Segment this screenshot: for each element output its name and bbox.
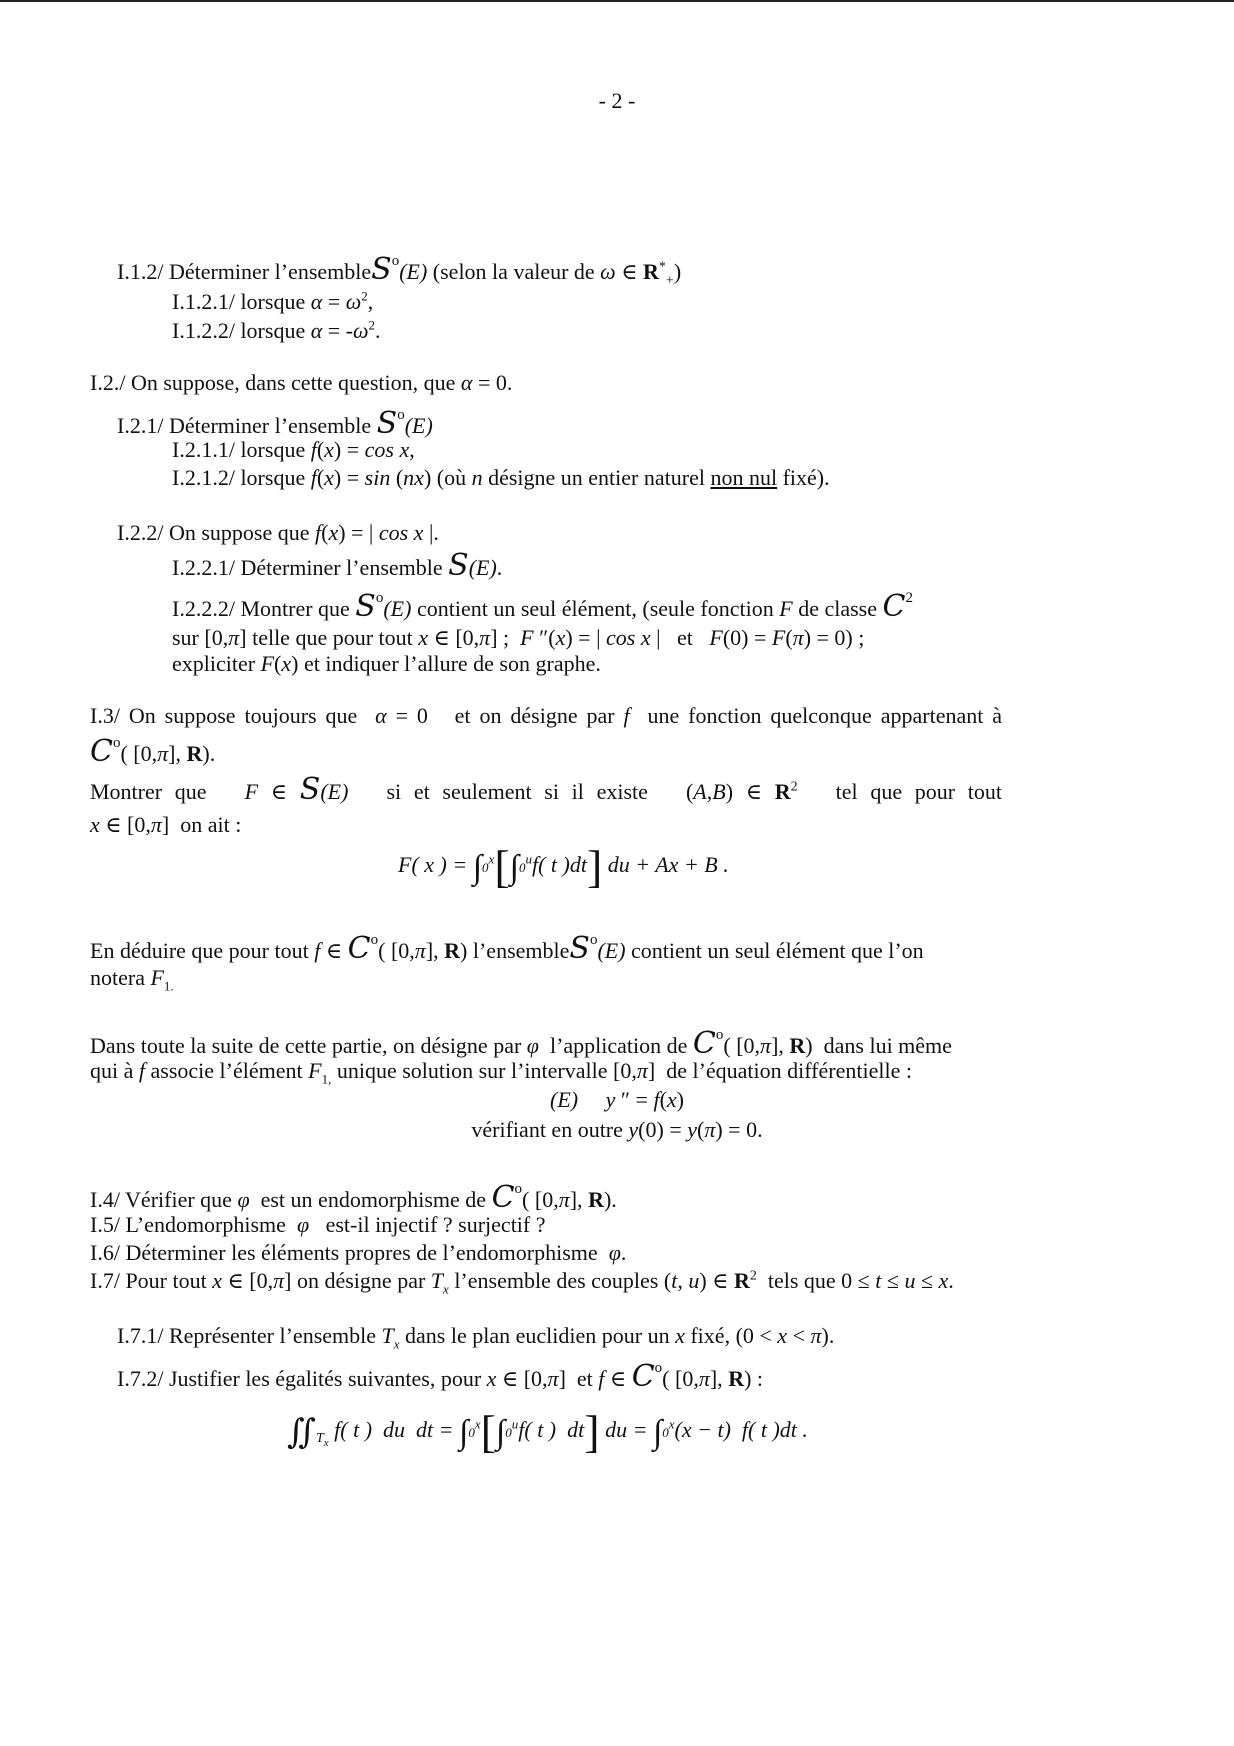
item-I-4: I.4/ Vérifier que φ est un endomorphisme de $C^o$( [0,π], R). (90, 1180, 617, 1215)
page-number: - 2 - (598, 88, 636, 113)
boundary-conditions: vérifiant en outre y(0) = y(π) = 0. (471, 1117, 763, 1142)
item-I-3-deduce: En déduire que pour tout f ∈ $C^o$( [0,π], R) l’ensembleS$^o$(E) contient un seul élément que l’on (90, 931, 924, 966)
item-I-5: I.5/ L’endomorphisme φ est-il injectif ? surjectif ? (90, 1212, 546, 1237)
item-I-3: I.3/ On suppose toujours que α = 0 et on désigne par f une fonction quelconque appartenant à (90, 703, 1003, 728)
item-I-2-1: I.2.1/ Déterminer l’ensemble $S^o(E)$ (117, 406, 433, 441)
top-border (0, 0, 1234, 2)
item-I-2-1-2: I.2.1.2/ lorsque f(x) = sin (nx) (où n désigne un entier naturel non nul fixé). (172, 465, 830, 490)
item-I-2-1-1: I.2.1.1/ lorsque f(x) = cos x, (172, 437, 415, 462)
item-I-2-2-2-line3: expliciter F(x) et indiquer l’allure de son graphe. (172, 651, 601, 676)
phi-definition: Dans toute la suite de cette partie, on désigne par φ l’application de $C^o$( [0,π], R) dans lui même (90, 1026, 952, 1061)
item-I-3-space: $C^o$( [0,π], R). (90, 734, 216, 769)
item-I-1-2-1: I.1.2.1/ lorsque $\alpha = \omega^2$, (172, 288, 374, 314)
item-I-3-deduce-2: notera $F_{1.}$ (90, 965, 174, 994)
item-I-2: I.2./ On suppose, dans cette question, que α = 0. (90, 370, 513, 395)
item-I-3-statement-2: x ∈ [0,π] on ait : (90, 812, 242, 837)
item-I-7-1: I.7.1/ Représenter l’ensemble $T_x$ dans le plan euclidien pour un x fixé, (0 < x < π). (117, 1323, 835, 1352)
item-I-7: I.7/ Pour tout x ∈ [0,π] on désigne par $T_x$ l’ensemble des couples (t, u) ∈ $R^2$ tels que 0 ≤ t ≤ u ≤ x. (90, 1268, 954, 1297)
item-I-7-2: I.7.2/ Justifier les égalités suivantes, pour x ∈ [0,π] et f ∈ $C^o$( [0,π], R) : (117, 1359, 764, 1394)
item-I-2-2: I.2.2/ On suppose que f(x) = | cos x |. (117, 520, 439, 545)
equation-E: (E) y ″ = f(x) (550, 1087, 684, 1112)
item-I-1-2-2: I.1.2.2/ lorsque $\alpha = -\omega^2$. (172, 317, 381, 343)
formula-double-integral: $∬_{T_x}$ f( t ) du dt = $\int 0^x[\int 0^uf$( t ) dt] du = $\int 0^x(x - t)$ f( t )dt . (287, 1406, 808, 1457)
phi-definition-2: qui à f associe l’élément $F_{1,}$ unique solution sur l’intervalle [0,π] de l’équation différentielle : (90, 1058, 912, 1087)
item-I-2-2-1: I.2.2.1/ Déterminer l’ensemble S(E). (172, 548, 503, 583)
formula-F: F( x ) = $\int 0^x[\int 0^uf$( t )dt] du + Ax + B . (398, 841, 729, 892)
item-I-3-statement: Montrer que F ∈ S(E) si et seulement si il existe (A,B) ∈ $R^2$ tel que pour tout (90, 772, 1003, 807)
item-I-2-2-2-line2: sur [0,π] telle que pour tout x ∈ [0,π] ; F ″(x) = | cos x | et F(0) = F(π) = 0) ; (172, 625, 865, 650)
item-I-1-2: I.1.2/ Déterminer l’ensembleS$^o$(E) (selon la valeur de ω ∈ $R^*_+$) (117, 252, 682, 289)
item-I-2-2-2: I.2.2.2/ Montrer que $S^o(E)$ contient un seul élément, (seule fonction F de classe $C^2$ (172, 589, 913, 624)
item-I-6: I.6/ Déterminer les éléments propres de l’endomorphisme φ. (90, 1240, 627, 1265)
